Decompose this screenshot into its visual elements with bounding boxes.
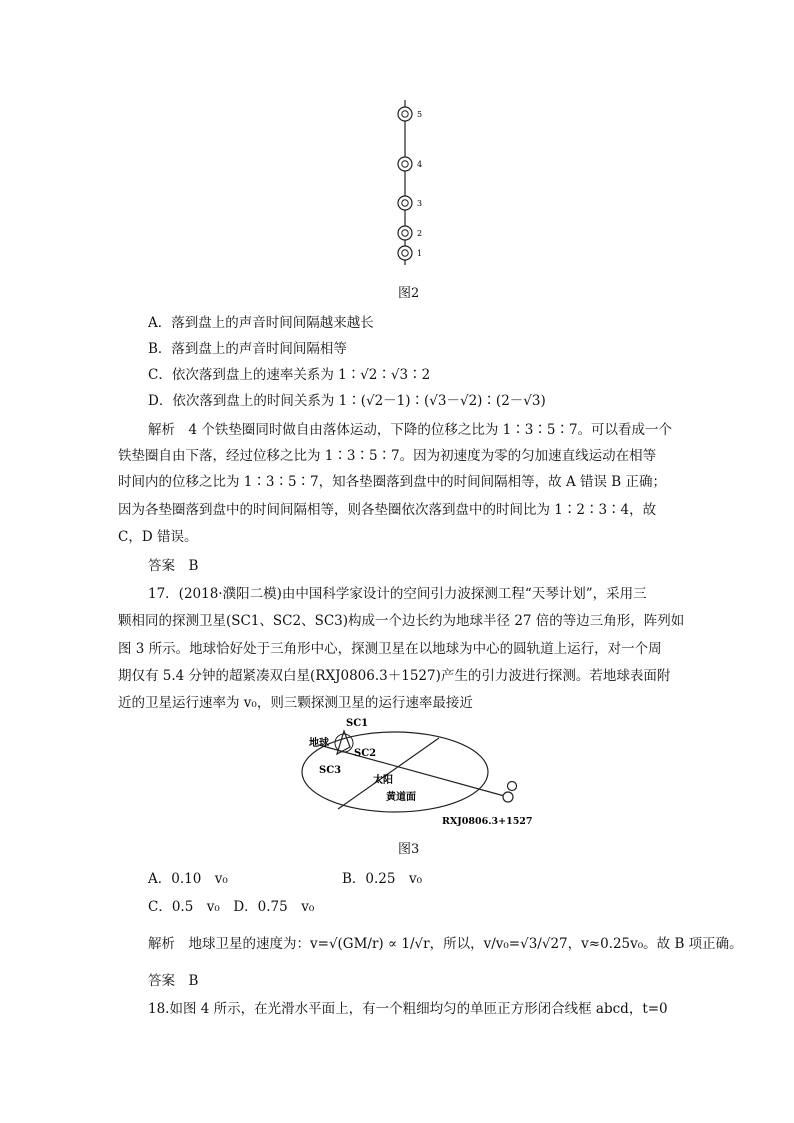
ring-label-5: 5 [417, 110, 423, 119]
ring-label-2: 2 [417, 229, 423, 238]
label-star: RXJ0806.3+1527 [442, 816, 533, 827]
figure-3-diagram [0, 712, 794, 842]
satellite-orbit [335, 734, 353, 752]
label-sun: 太阳 [373, 775, 393, 786]
ring-label-1: 1 [417, 249, 423, 258]
label-sc1: SC1 [346, 718, 369, 729]
white-dwarf-1 [503, 792, 513, 802]
q16-option-d: D．依次落到盘上的时间关系为 1∶(√2－1)∶(√3－√2)∶(2－√3) [148, 393, 546, 409]
line-to-star [319, 745, 508, 797]
q17-option-b: B．0.25 v₀ [342, 871, 423, 887]
figure-3-caption: 图3 [398, 842, 420, 857]
q16-analysis-line-5: C，D 错误。 [118, 529, 198, 545]
ring-4 [398, 157, 412, 171]
label-earth: 地球 [309, 738, 329, 749]
q17-option-a: A．0.10 v₀ [148, 871, 228, 887]
q17-stem-line-5: 近的卫星运行速率为 v₀，则三颗探测卫星的运行速率最接近 [118, 695, 473, 711]
q17-stem-line-1: 17．(2018·濮阳二模)由中国科学家设计的空间引力波探测工程“天琴计划”，采用三 [148, 586, 647, 602]
q16-analysis-line-2: 铁垫圈自由下落，经过位移之比为 1∶3∶5∶7。因为初速度为零的匀加速直线运动在相等 [118, 448, 657, 464]
q17-answer: 答案 B [148, 973, 199, 989]
q17-stem-line-4: 期仅有 5.4 分钟的超紧凑双白星(RXJ0806.3＋1527)产生的引力波进行探测。若地球表面附 [118, 668, 671, 684]
q16-option-a: A．落到盘上的声音时间间隔越来越长 [148, 315, 374, 331]
figure-2-caption: 图2 [398, 286, 420, 301]
ring-label-3: 3 [417, 199, 423, 208]
q17-analysis-lead: 解析 地球卫星的速度为： [148, 936, 310, 952]
label-sc2: SC2 [354, 748, 377, 759]
white-dwarf-2 [508, 782, 517, 791]
q17-stem-line-3: 图 3 所示。地球恰好处于三角形中心，探测卫星在以地球为中心的圆轨道上运行，对一个周 [118, 641, 662, 657]
q17-analysis [148, 932, 743, 952]
q16-option-b: B．落到盘上的声音时间间隔相等 [148, 341, 347, 357]
q17-option-cd: C．0.5 v₀ D．0.75 v₀ [148, 899, 315, 915]
figure-2-diagram [0, 0, 794, 300]
q18-stem-line-1: 18.如图 4 所示，在光滑水平面上，有一个粗细均匀的单匝正方形闭合线框 abcd，t=0 [148, 1001, 668, 1017]
ring-3 [398, 196, 412, 210]
ring-label-4: 4 [417, 160, 423, 169]
q16-analysis-line-4: 因为各垫圈落到盘中的时间间隔相等，则各垫圈依次落到盘中的时间比为 1∶2∶3∶4，故 [118, 502, 657, 518]
q17-stem-line-2: 颗相同的探测卫星(SC1、SC2、SC3)构成一个边长约为地球半径 27 倍的等边三角形，阵列如 [118, 613, 685, 629]
q17-analysis-formula: v=√(GM/r) ∝ 1/√r，所以，v/v₀=√3/√27，v≈0.25v₀。故 B 项正确。 [310, 936, 743, 952]
q16-analysis-line-3: 时间内的位移之比为 1∶3∶5∶7，知各垫圈落到盘中的时间间隔相等，故 A 错误 B 正确； [118, 474, 666, 490]
label-ecliptic: 黄道面 [386, 792, 416, 803]
label-sc3: SC3 [319, 765, 342, 776]
ring-2 [398, 226, 412, 240]
q16-analysis-line-1: 解析 4 个铁垫圈同时做自由落体运动，下降的位移之比为 1∶3∶5∶7。可以看成一个 [148, 422, 673, 438]
ring-5 [398, 107, 412, 121]
q16-option-c: C．依次落到盘上的速率关系为 1∶√2∶√3∶2 [148, 367, 431, 383]
q16-answer: 答案 B [148, 558, 199, 574]
ring-1 [398, 246, 412, 260]
